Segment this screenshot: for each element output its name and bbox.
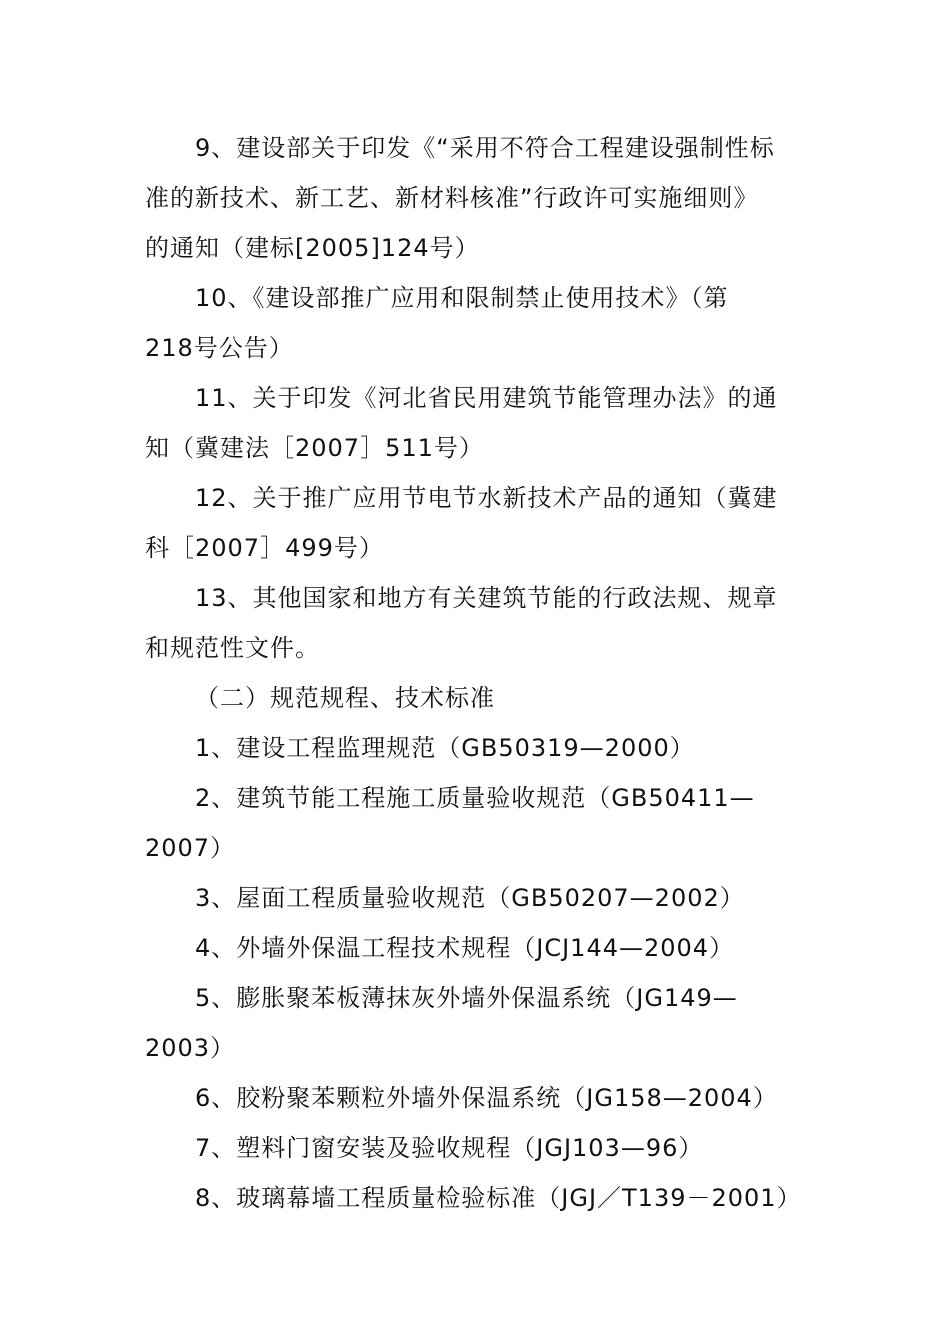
text-line-item9: 9、建设部关于印发《“采用不符合工程建设强制性标 xyxy=(195,134,775,162)
text-line-item13-end: 和规范性文件。 xyxy=(145,634,320,662)
standard-item-8: 8、玻璃幕墙工程质量检验标准（JGJ／T139－2001） xyxy=(195,1184,802,1212)
standard-item-1: 1、建设工程监理规范（GB50319—2000） xyxy=(195,734,695,762)
text-line-item12-end: 科［2007］499号） xyxy=(145,534,384,562)
standard-item-3: 3、屋面工程质量验收规范（GB50207—2002） xyxy=(195,884,745,912)
standard-item-5-end: 2003） xyxy=(145,1034,236,1062)
text-line-item9-cont: 准的新技术、新工艺、新材料核准”行政许可实施细则》 xyxy=(145,184,759,212)
standard-item-6: 6、胶粉聚苯颗粒外墙外保温系统（JG158—2004） xyxy=(195,1084,778,1112)
text-line-item12: 12、关于推广应用节电节水新技术产品的通知（冀建 xyxy=(195,484,778,512)
text-line-item10-end: 218号公告） xyxy=(145,334,294,362)
text-line-item10: 10、《建设部推广应用和限制禁止使用技术》（第 xyxy=(195,284,729,312)
section-heading: （二）规范规程、技术标准 xyxy=(195,684,495,712)
text-line-item11-end: 知（冀建法［2007］511号） xyxy=(145,434,484,462)
standard-item-2: 2、建筑节能工程施工质量验收规范（GB50411— xyxy=(195,784,755,812)
text-line-item11: 11、关于印发《河北省民用建筑节能管理办法》的通 xyxy=(195,384,778,412)
text-line-item13: 13、其他国家和地方有关建筑节能的行政法规、规章 xyxy=(195,584,778,612)
standard-item-2-end: 2007） xyxy=(145,834,236,862)
standard-item-5: 5、膨胀聚苯板薄抹灰外墙外保温系统（JG149— xyxy=(195,984,738,1012)
standard-item-7: 7、塑料门窗安装及验收规程（JGJ103—96） xyxy=(195,1134,704,1162)
standard-item-4: 4、外墙外保温工程技术规程（JCJ144—2004） xyxy=(195,934,735,962)
text-line-item9-end: 的通知（建标[2005]124号） xyxy=(145,234,480,262)
